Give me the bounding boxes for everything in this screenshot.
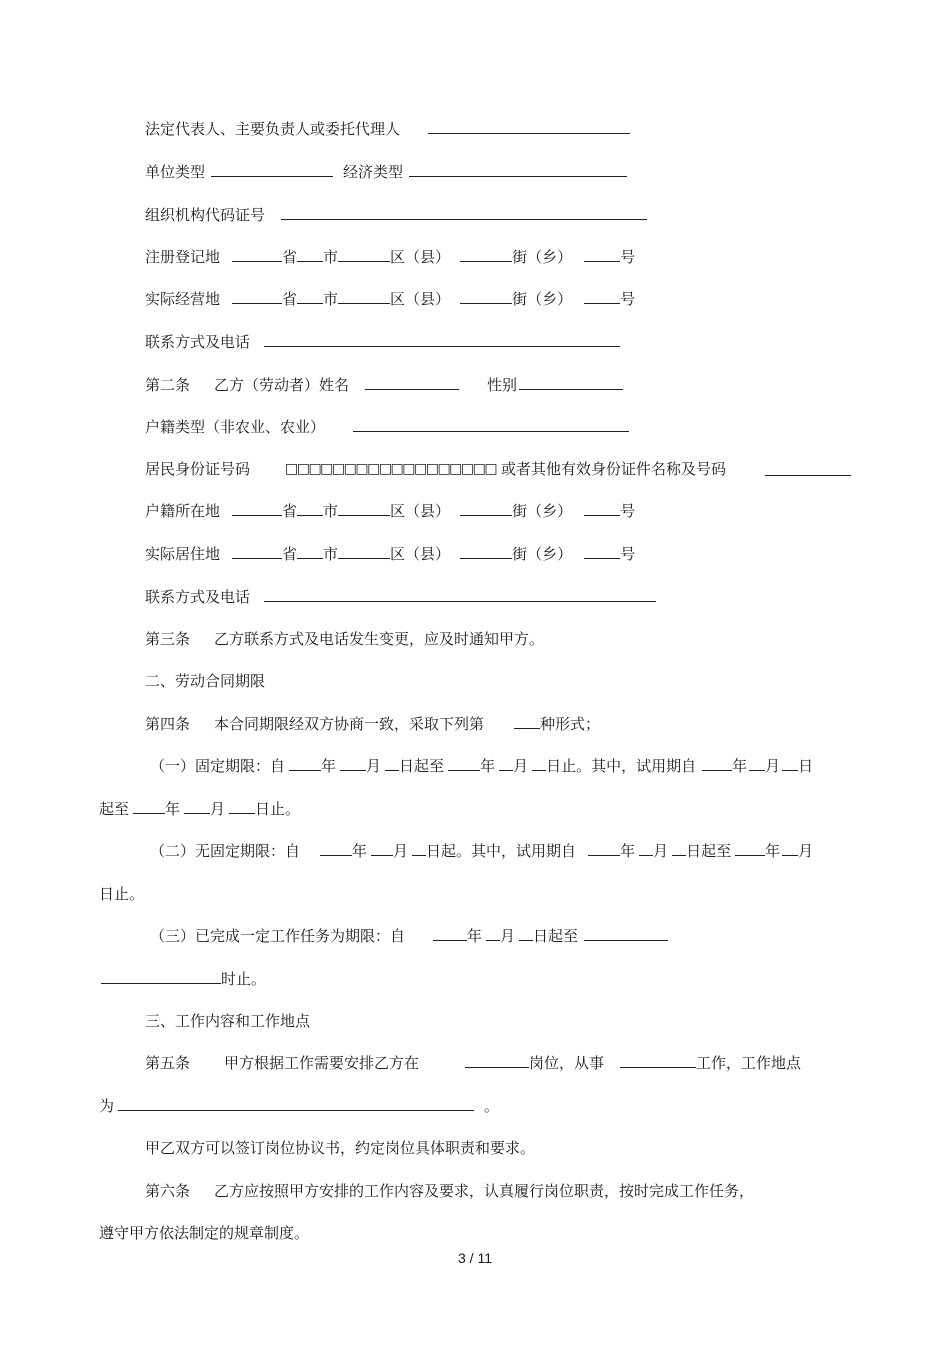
work-location-line [99,1096,499,1116]
open-term-label: （二）无固定期限：自 [150,842,301,860]
id-number-line [145,459,851,479]
year-blank[interactable] [433,926,467,941]
contact-blank[interactable] [264,587,656,602]
year-blank[interactable] [448,756,480,771]
task-term-label: （三）已完成一定工作任务为期限：自 [150,927,406,945]
month-blank[interactable] [184,799,210,814]
street-label: 街（乡） [512,502,573,520]
employer-contact-line [145,332,620,352]
month-label: 月 [765,757,781,775]
period-label: 。 [484,1097,500,1115]
job-blank[interactable] [620,1053,696,1068]
year-label: 年 [480,757,496,775]
until-label: 日起至 [533,927,579,945]
district-label: 区（县） [390,502,451,520]
province-label: 省 [282,545,298,563]
section-title: 三、工作内容和工作地点 [145,1012,311,1030]
fixed-term-label: （一）固定期限：自 [150,757,286,775]
month-blank[interactable] [749,756,765,771]
year-blank[interactable] [133,799,165,814]
work-location-label: 工作，工作地点 [696,1054,802,1072]
article-text: 本合同期限经双方协商一致，采取下列第 [214,715,485,733]
day-end-label: 日止。 [99,885,145,903]
day-end-label: 日止。 [255,800,301,818]
year-blank[interactable] [289,756,321,771]
article-5-line [145,1053,801,1073]
street-label: 街（乡） [512,545,573,563]
page-number: 3 / 11 [458,1250,492,1266]
unit-type-label: 单位类型 [145,163,206,181]
work-location-blank[interactable] [118,1096,474,1111]
org-code-label: 组织机构代码证号 [145,206,266,224]
contact-label: 联系方式及电话 [145,333,251,351]
probation-label: 日起。其中，试用期自 [426,842,577,860]
section-2-heading [145,671,265,691]
open-term-line [150,841,813,861]
number-blank[interactable] [584,247,620,262]
year-label: 年 [467,927,483,945]
probation-label: 日止。其中，试用期自 [546,757,697,775]
day-blank[interactable] [532,756,546,771]
household-type-blank[interactable] [353,417,629,432]
district-label: 区（县） [390,290,451,308]
month-label: 月 [210,800,226,818]
number-label: 号 [620,502,636,520]
month-blank[interactable] [486,926,500,941]
street-blank[interactable] [460,501,512,516]
month-blank[interactable] [499,756,513,771]
article-2-line [145,375,623,395]
article-3-line [145,629,544,649]
number-blank[interactable] [584,289,620,304]
month-label: 月 [366,757,382,775]
unit-type-line [145,162,627,182]
unit-type-blank[interactable] [211,162,333,177]
household-address-label: 户籍所在地 [145,502,221,520]
day-label: 日 [798,757,814,775]
city-blank[interactable] [297,289,323,304]
task-end-blank[interactable] [101,969,221,984]
year-label: 年 [352,842,368,860]
business-address-line [145,289,635,309]
day-blank[interactable] [672,841,686,856]
city-label: 市 [323,502,339,520]
gender-blank[interactable] [519,375,623,390]
worker-name-blank[interactable] [365,375,459,390]
month-blank[interactable] [782,841,798,856]
street-blank[interactable] [460,544,512,559]
legal-representative-line [145,119,630,139]
number-label: 号 [620,248,636,266]
province-label: 省 [282,290,298,308]
for-label: 为 [99,1097,115,1115]
day-until-label: 日起至 [399,757,445,775]
household-type-line [145,417,629,437]
province-blank[interactable] [232,544,282,559]
year-label: 年 [321,757,337,775]
street-label: 街（乡） [512,248,573,266]
fixed-term-line [150,756,813,776]
year-blank[interactable] [588,841,620,856]
org-code-line [145,205,647,225]
article-number: 第五条 [145,1054,191,1072]
district-label: 区（县） [390,545,451,563]
until-label: 起至 [99,800,130,818]
city-blank[interactable] [297,247,323,262]
day-blank[interactable] [782,756,798,771]
open-term-continuation [99,884,144,904]
worker-contact-line [145,587,656,607]
province-blank[interactable] [232,289,282,304]
fixed-term-continuation [99,799,300,819]
article-text-end: 种形式； [540,715,601,733]
year-label: 年 [765,842,781,860]
position-blank[interactable] [465,1053,529,1068]
month-label: 月 [513,757,529,775]
article-6-line [145,1181,754,1201]
street-blank[interactable] [460,289,512,304]
residence-address-label: 实际居住地 [145,545,221,563]
business-address-label: 实际经营地 [145,290,221,308]
city-label: 市 [323,248,339,266]
position-agreement-line [145,1138,535,1158]
month-blank[interactable] [340,756,366,771]
year-blank[interactable] [320,841,352,856]
label: 法定代表人、主要负责人或委托代理人 [145,120,401,138]
blank-field[interactable] [428,119,630,134]
household-type-label: 户籍类型（非农业、农业） [145,418,326,436]
district-blank[interactable] [338,289,390,304]
until-label: 日起至 [686,842,732,860]
year-blank[interactable] [702,756,732,771]
district-blank[interactable] [338,501,390,516]
other-id-label: 或者其他有效身份证件名称及号码 [501,460,727,478]
section-title: 二、劳动合同期限 [145,672,266,690]
task-term-line [150,926,668,946]
contact-label: 联系方式及电话 [145,588,251,606]
province-label: 省 [282,248,298,266]
article-number: 第三条 [145,630,191,648]
number-blank[interactable] [584,544,620,559]
day-blank[interactable] [519,926,533,941]
section-3-heading [145,1011,310,1031]
district-label: 区（县） [390,248,451,266]
article-number: 第二条 [145,376,191,394]
month-label: 月 [798,842,814,860]
registered-address-line [145,247,635,267]
paragraph-text: 甲乙双方可以签订岗位协议书，约定岗位具体职责和要求。 [145,1139,536,1157]
residence-address-line [145,544,635,564]
article-text: 甲方根据工作需要安排乙方在 [224,1054,420,1072]
city-label: 市 [323,290,339,308]
street-blank[interactable] [460,247,512,262]
year-label: 年 [620,842,636,860]
month-label: 月 [653,842,669,860]
month-blank[interactable] [639,841,653,856]
end-label: 时止。 [221,970,267,988]
registered-address-label: 注册登记地 [145,248,221,266]
position-label: 岗位，从事 [529,1054,605,1072]
district-blank[interactable] [338,544,390,559]
article-number: 第四条 [145,715,191,733]
id-number-label: 居民身份证号码 [145,460,251,478]
paragraph-text: 遵守甲方依法制定的规章制度。 [99,1224,310,1242]
economic-type-blank[interactable] [409,162,627,177]
contact-blank[interactable] [264,332,620,347]
task-term-continuation [101,969,266,989]
day-blank[interactable] [385,756,399,771]
number-label: 号 [620,290,636,308]
economic-type-label: 经济类型 [343,163,404,181]
day-blank[interactable] [412,841,426,856]
article-text: 乙方联系方式及电话发生变更，应及时通知甲方。 [214,630,545,648]
other-id-blank[interactable] [765,461,851,476]
street-label: 街（乡） [512,290,573,308]
year-label: 年 [732,757,748,775]
city-blank[interactable] [297,544,323,559]
id-number-boxes[interactable]: □□□□□□□□□□□□□□□□□□ [285,461,497,477]
article-6-continuation [99,1223,309,1243]
city-label: 市 [323,545,339,563]
year-blank[interactable] [735,841,765,856]
district-blank[interactable] [338,247,390,262]
day-blank[interactable] [229,799,255,814]
province-blank[interactable] [232,501,282,516]
article-number: 第六条 [145,1182,191,1200]
number-label: 号 [620,545,636,563]
month-blank[interactable] [371,841,393,856]
year-label: 年 [165,800,181,818]
province-blank[interactable] [232,247,282,262]
article-4-line [145,714,600,734]
task-blank[interactable] [584,926,668,941]
number-blank[interactable] [584,501,620,516]
gender-label: 性别 [487,376,518,394]
month-label: 月 [393,842,409,860]
form-choice-blank[interactable] [514,714,540,729]
org-code-blank[interactable] [281,205,647,220]
worker-name-label: 乙方（劳动者）姓名 [214,376,350,394]
city-blank[interactable] [297,501,323,516]
article-text: 乙方应按照甲方安排的工作内容及要求，认真履行岗位职责，按时完成工作任务， [214,1182,755,1200]
province-label: 省 [282,502,298,520]
household-address-line [145,501,635,521]
month-label: 月 [500,927,516,945]
